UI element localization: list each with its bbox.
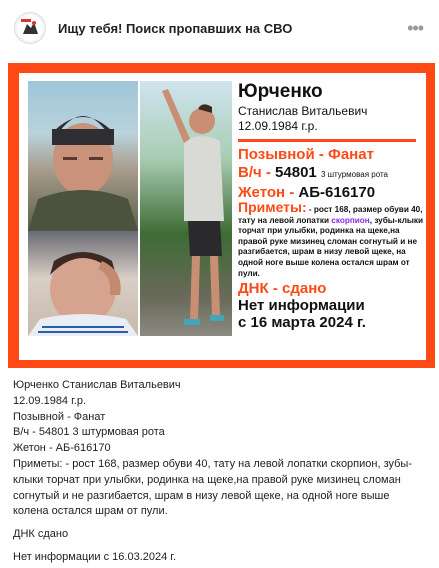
photo-portrait-hat — [28, 81, 138, 231]
tag-value: АБ-616170 — [298, 184, 376, 201]
text-unit: В/ч - 54801 3 штурмовая рота — [13, 426, 165, 439]
text-tag: Жетон - АБ-616170 — [13, 442, 111, 455]
more-dots-icon[interactable]: ••• — [407, 18, 423, 38]
group-name[interactable]: Ищу тебя! Поиск пропавших на СВО — [58, 20, 293, 36]
poster-inner — [19, 73, 426, 360]
callsign-value: Фанат — [328, 146, 374, 163]
unit-company: 3 штурмовая рота — [320, 170, 388, 179]
poster-unit — [238, 164, 426, 184]
poster-callsign — [238, 146, 426, 164]
signs-highlight: скорпион — [331, 215, 370, 225]
signs-text-1: - рост 168, размер обуви 40, тату на левой лопатки — [238, 205, 423, 225]
poster-fullname: Станислав Витальевич — [238, 104, 368, 118]
signs-label: Приметы: — [238, 199, 307, 215]
text-noinfo: Нет информации с 16.03.2024 г. — [13, 550, 177, 563]
tag-label: Жетон - — [238, 184, 299, 201]
text-callsign: Позывной - Фанат — [13, 410, 106, 423]
callsign-label: Позывной - — [238, 146, 329, 163]
poster-dna: ДНК - сдано — [238, 280, 327, 298]
text-name: Юрченко Станислав Витальевич — [13, 379, 181, 391]
poster-signs — [238, 199, 426, 279]
post-text — [13, 378, 428, 566]
poster-noinfo-1: Нет информации — [238, 297, 365, 315]
signs-text-2: , зубы-клыки торчат при улыбки, родинка на щеке,на правой руке мизинец сломан согнутый и не разгибается, шрам в низу левой щеке, на одной ноге выше колена остался шрам от пули. — [238, 215, 424, 278]
group-avatar[interactable] — [14, 12, 46, 44]
text-gap — [13, 543, 428, 550]
text-dna: ДНК сдано — [13, 528, 69, 541]
photo-portrait-lying — [28, 231, 138, 336]
poster-surname: Юрченко — [238, 81, 323, 102]
unit-label: В/ч - — [238, 164, 276, 181]
text-birth: 12.09.1984 г.р. — [13, 394, 87, 407]
poster-birth: 12.09.1984 г.р. — [238, 119, 318, 133]
photo-full-body — [140, 81, 232, 336]
text-signs: Приметы: - рост 168, размер обуви 40, тату на левой лопатки скорпион, зубы-клыки торчат при улыбки, родинка на щеке,на правой руке мизинец сломан согнутый и не разгибается, шрам в низу левой щеке, на одной ноге выше колена остался шрам от пули. — [13, 457, 412, 518]
missing-person-poster[interactable] — [8, 63, 435, 368]
group-logo-icon — [16, 14, 44, 42]
post-header — [0, 0, 439, 56]
poster-noinfo-2: с 16 марта 2024 г. — [238, 314, 366, 332]
poster-info — [238, 81, 426, 331]
unit-value: 54801 — [275, 164, 317, 181]
text-gap — [13, 520, 428, 527]
poster-divider — [238, 139, 416, 142]
